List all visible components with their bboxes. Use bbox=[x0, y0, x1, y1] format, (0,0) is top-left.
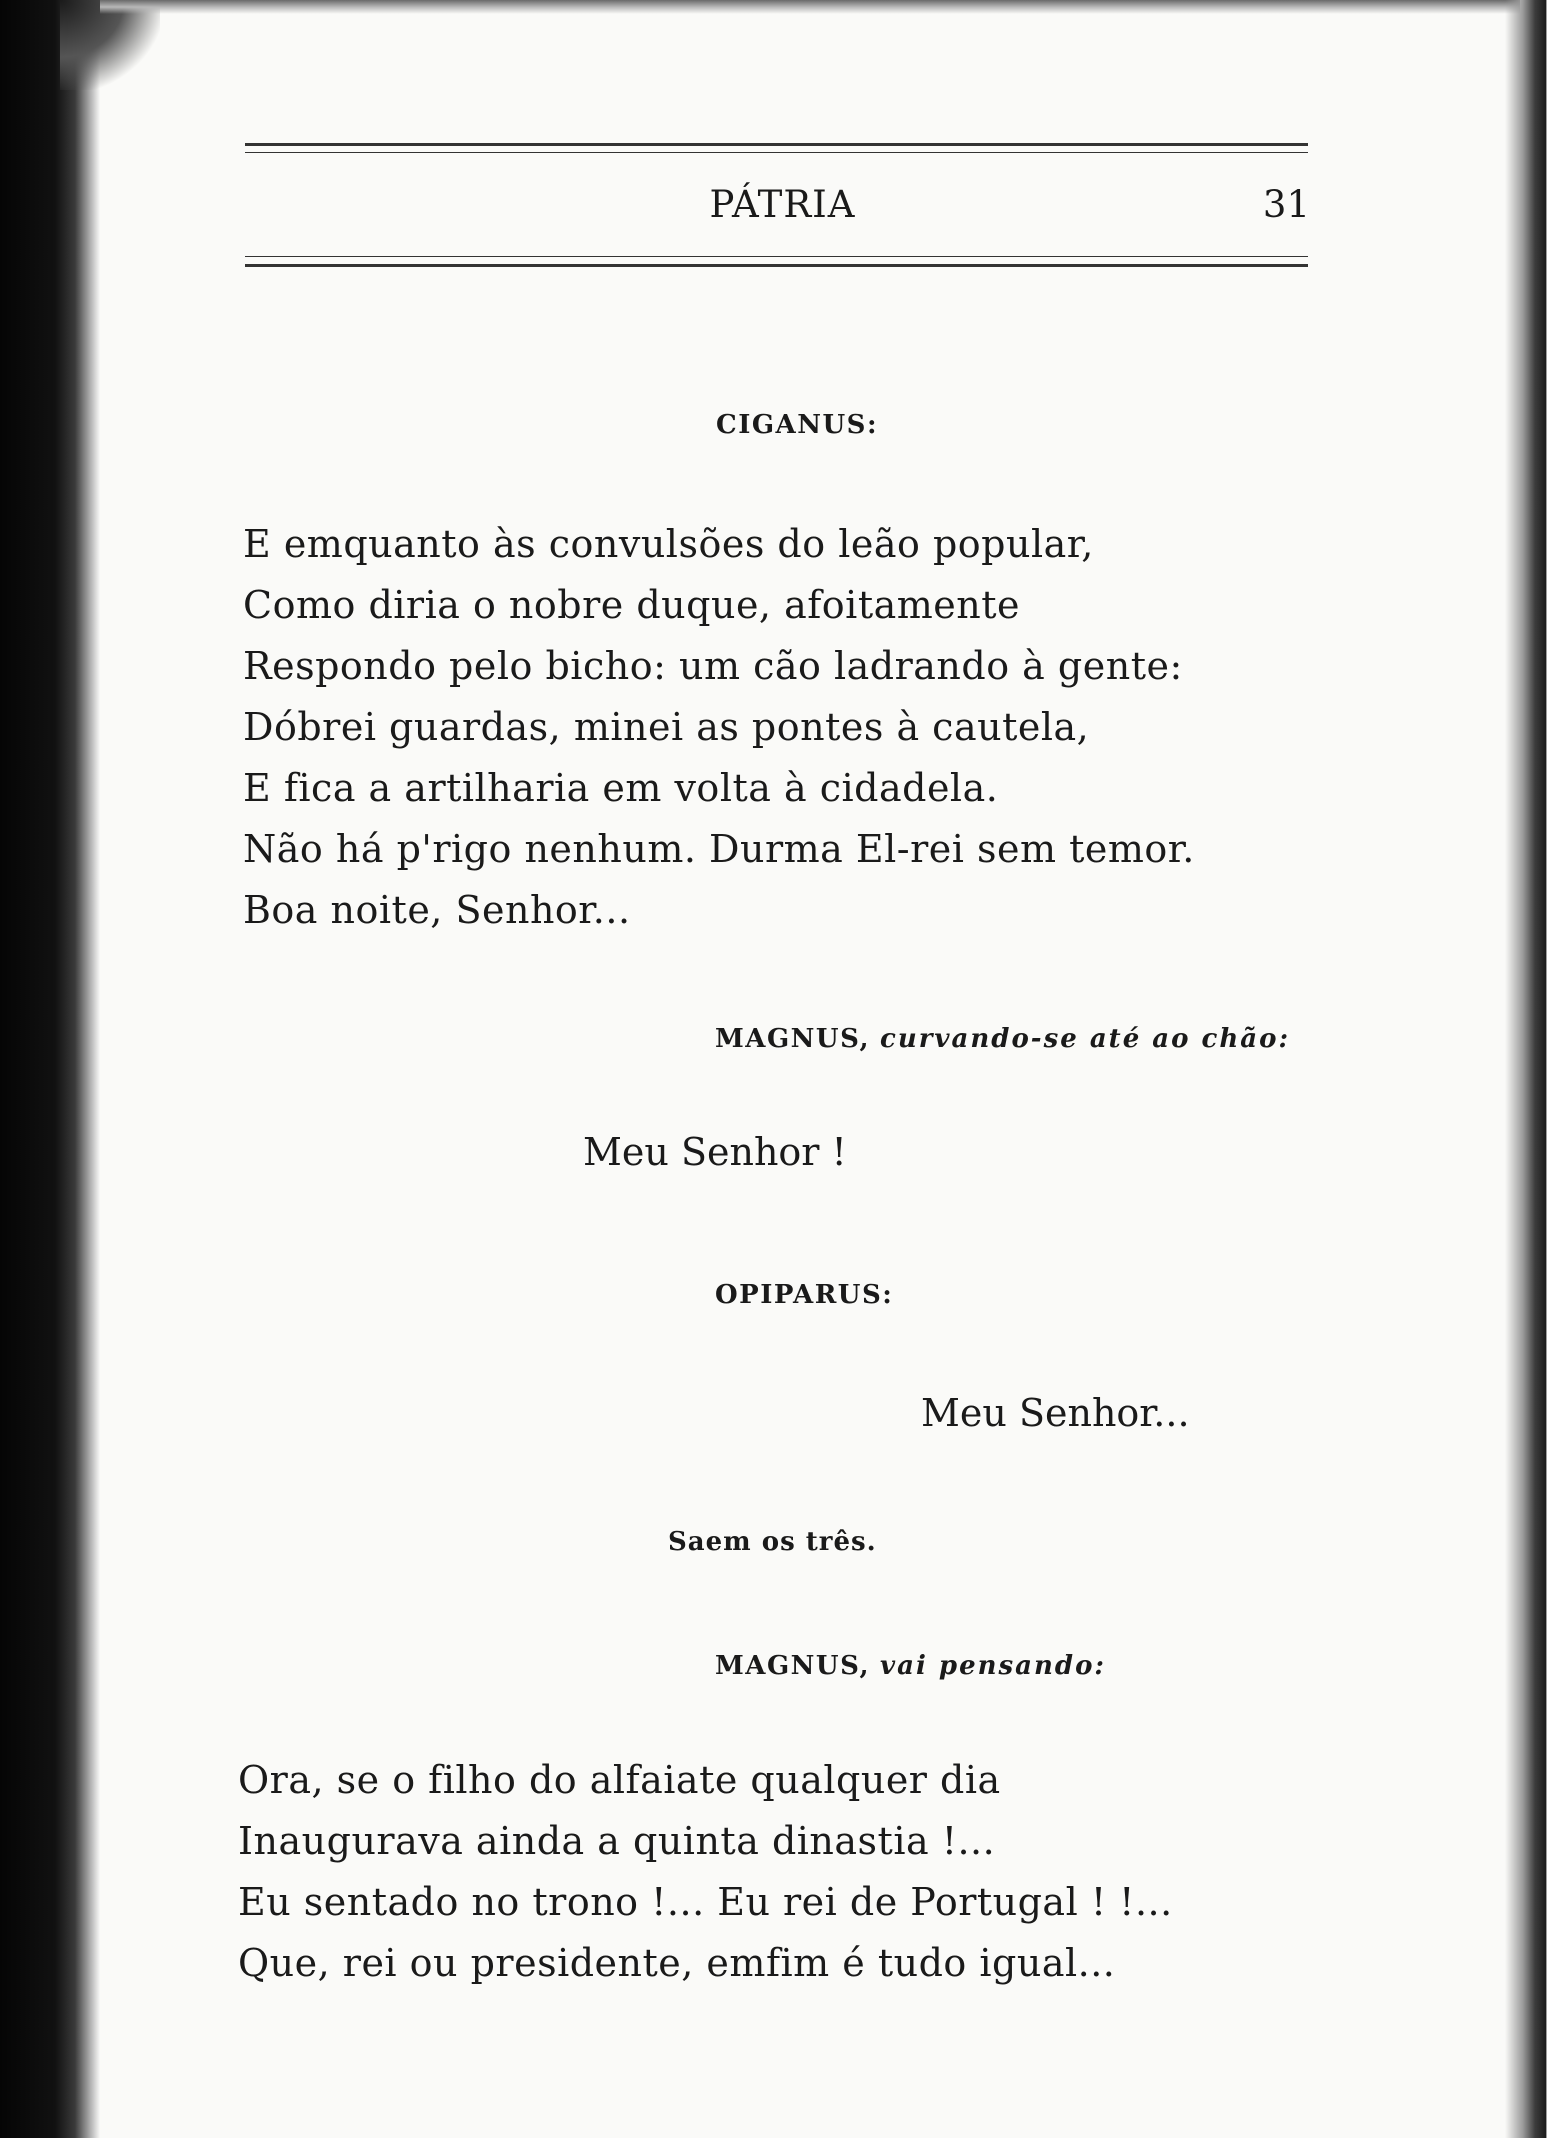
spoken-line: Meu Senhor... bbox=[921, 1391, 1190, 1435]
speaker-label: MAGNUS, bbox=[715, 1651, 870, 1681]
top-edge-shadow bbox=[100, 0, 1520, 14]
header-rule-top-thin bbox=[245, 152, 1308, 153]
header-rule-bottom bbox=[245, 264, 1308, 267]
verse-line: Inaugurava ainda a quinta dinastia !... bbox=[238, 1819, 996, 1863]
speaker-name bbox=[715, 1024, 1290, 1054]
speaker-name: OPIPARUS: bbox=[715, 1280, 894, 1310]
verse-line: Ora, se o filho do alfaiate qualquer dia bbox=[238, 1758, 1001, 1802]
running-title: PÁTRIA bbox=[709, 183, 856, 226]
verse-line: Eu sentado no trono !... Eu rei de Portugal ! !... bbox=[238, 1880, 1173, 1924]
stage-direction: Saem os três. bbox=[668, 1527, 877, 1557]
verse-line: E fica a artilharia em volta à cidadela. bbox=[243, 766, 999, 810]
verse-line: Não há p'rigo nenhum. Durma El-rei sem temor. bbox=[243, 827, 1195, 871]
verse-line: Boa noite, Senhor... bbox=[243, 888, 631, 932]
speaker-label: MAGNUS, bbox=[715, 1024, 870, 1054]
verse-line: Dóbrei guardas, minei as pontes à cautela, bbox=[243, 705, 1090, 749]
spoken-line: Meu Senhor ! bbox=[583, 1130, 847, 1174]
header-rule-top bbox=[245, 143, 1308, 146]
stage-direction: curvando-se até ao chão: bbox=[880, 1024, 1291, 1054]
right-edge-shadow bbox=[1505, 0, 1565, 2138]
verse-line: Como diria o nobre duque, afoitamente bbox=[243, 583, 1021, 627]
speaker-name: CIGANUS: bbox=[716, 410, 879, 440]
stage-direction: vai pensando: bbox=[880, 1651, 1107, 1681]
verse-block bbox=[238, 1750, 1173, 1994]
binding-shadow bbox=[0, 0, 100, 2138]
verse-line: Que, rei ou presidente, emfim é tudo igual... bbox=[238, 1941, 1116, 1985]
verse-line: E emquanto às convulsões do leão popular, bbox=[243, 522, 1094, 566]
verse-block bbox=[243, 514, 1195, 941]
verse-line: Respondo pelo bicho: um cão ladrando à gente: bbox=[243, 644, 1183, 688]
speaker-name bbox=[715, 1651, 1106, 1681]
page-number: 31 bbox=[1262, 183, 1310, 226]
header-rule-bottom-thin bbox=[245, 256, 1308, 257]
